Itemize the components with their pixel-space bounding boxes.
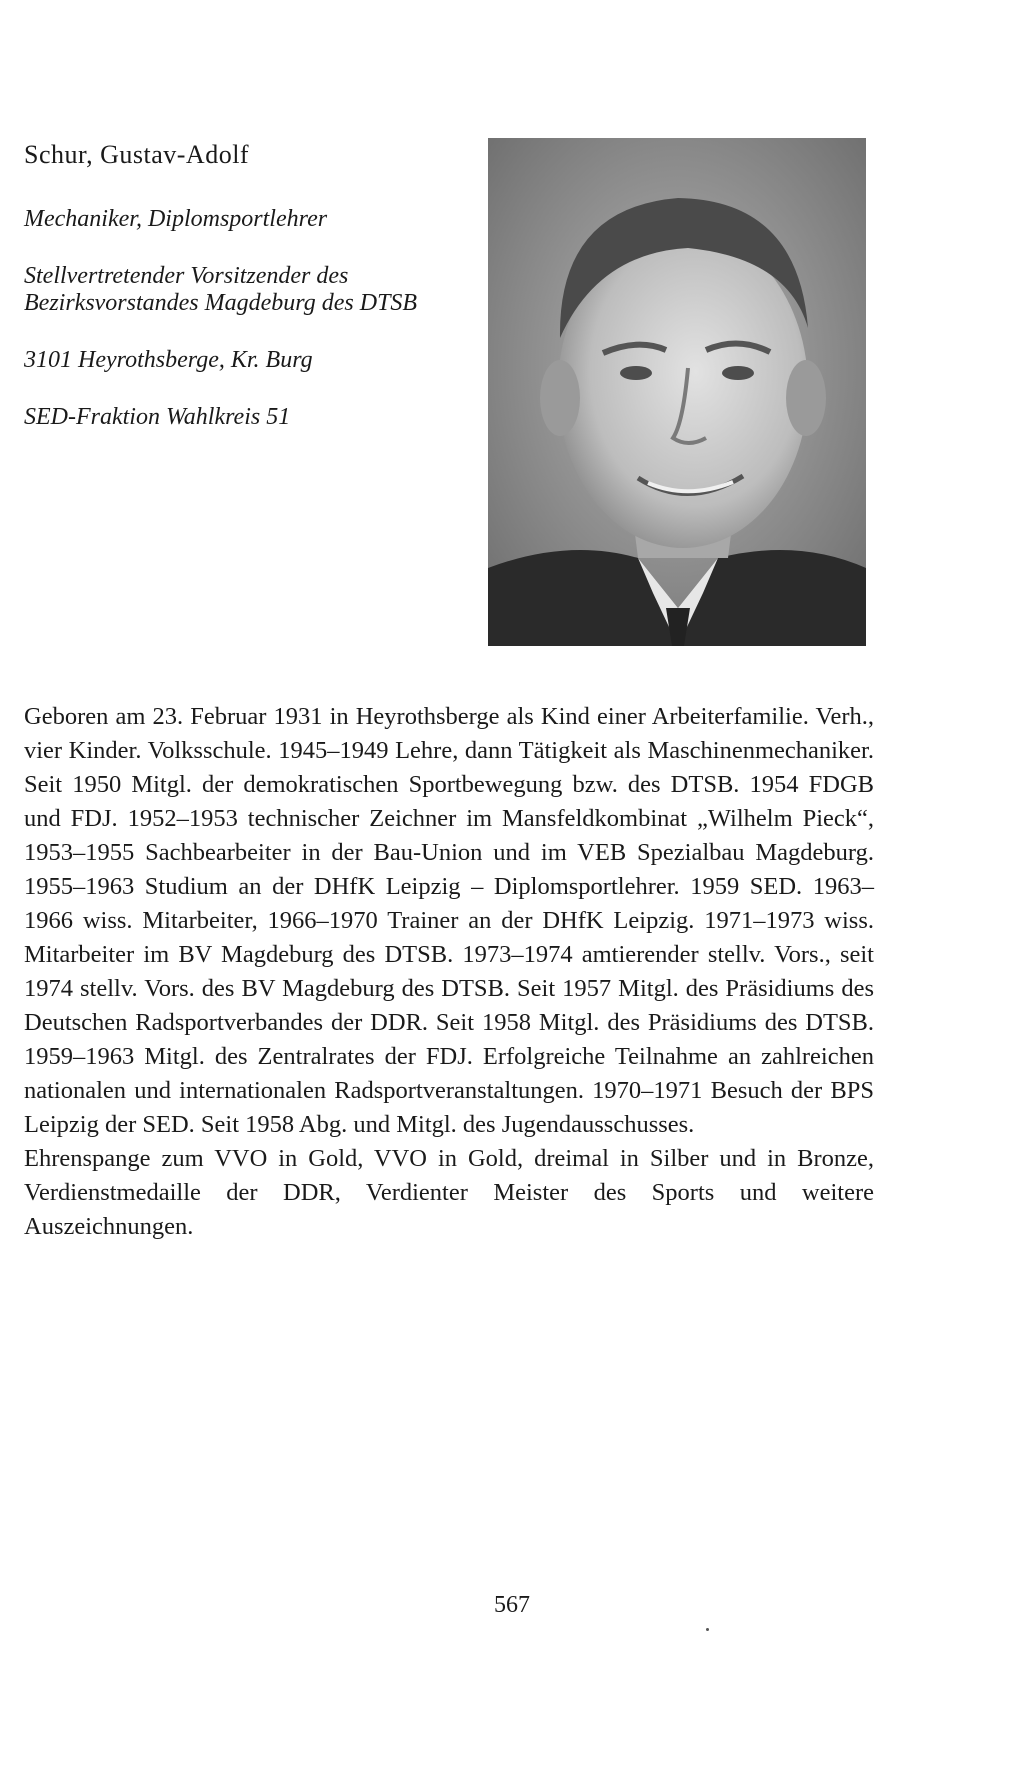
profession: Mechaniker, Diplomsportlehrer	[24, 206, 328, 232]
position-line: Stellvertretender Vorsitzender	[24, 263, 311, 289]
position-line: des Bezirksvorstandes Magdeburg	[24, 263, 349, 316]
biography-text: Geboren am 23. Februar 1931 in Heyrothsberge als Kind einer Arbeiterfamilie. Verh., vier Kinder. Volksschule. 1945–1949 Lehre, dann Tätigkeit als Maschinenmechaniker. Seit 1950 Mitgl. der demokratischen Sportbewegung bzw. des DTSB. 1954 FDGB und FDJ. 1952–1953 technischer Zeichner im Mansfeldkombinat „Wilhelm Pieck“, 1953–1955 Sachbearbeiter in der Bau-Union und im VEB Spezialbau Magdeburg. 1955–1963 Studium an der DHfK Leipzig – Diplomsportlehrer. 1959 SED. 1963–1966 wiss. Mitarbeiter, 1966–1970 Trainer an der DHfK Leipzig. 1971–1973 wiss. Mitarbeiter im BV Magdeburg des DTSB. 1973–1974 amtierender stellv. Vors., seit 1974 stellv. Vors. des BV Magdeburg des DTSB. Seit 1957 Mitgl. des Präsidiums des Deutschen Radsportverbandes der DDR. Seit 1958 Mitgl. des Präsidiums des DTSB. 1959–1963 Mitgl. des Zentralrates der FDJ. Erfolgreiche Teilnahme an zahlreichen nationalen und internationalen Radsportveranstaltungen. 1970–1971 Besuch der BPS Leipzig der SED. Seit 1958 Abg. und Mitgl. des Jugendausschusses.	[24, 703, 874, 1138]
entry-header	[24, 140, 474, 461]
faction-name: SED-Fraktion	[24, 404, 160, 430]
position-block	[24, 263, 474, 317]
person-name: Schur, Gustav-Adolf	[24, 140, 250, 169]
portrait-photo	[488, 138, 866, 646]
position-line: des DTSB	[321, 290, 418, 316]
print-speck	[706, 1628, 709, 1631]
address: 3101 Heyrothsberge, Kr. Burg	[24, 347, 313, 373]
portrait-illustration	[488, 138, 866, 646]
biography-section	[24, 700, 874, 1244]
faction-block	[24, 404, 474, 431]
constituency: Wahlkreis 51	[165, 404, 291, 430]
awards-text: Ehrenspange zum VVO in Gold, VVO in Gold, dreimal in Silber und in Bronze, Verdienstmedaille der DDR, Verdienter Meister des Sports und weitere Auszeichnungen.	[24, 1145, 874, 1240]
page-number: 567	[494, 1592, 530, 1618]
